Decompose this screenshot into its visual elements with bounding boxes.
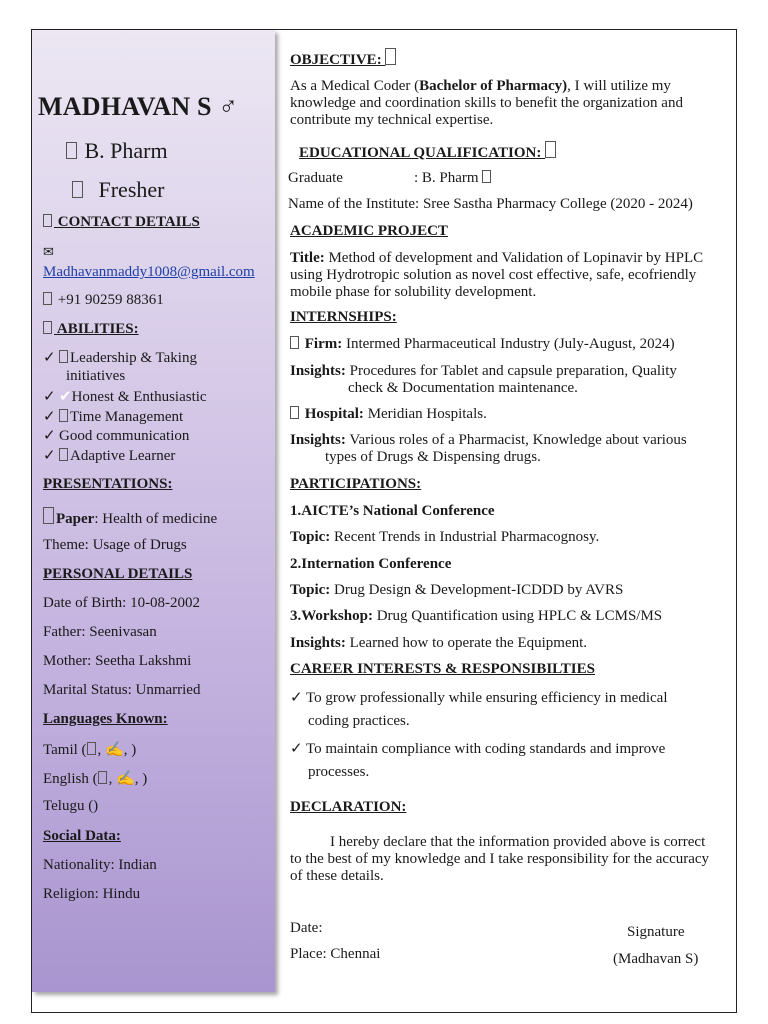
mother: Mother: Seetha Lakshmi <box>43 653 192 669</box>
social-header: Social Data: <box>43 828 121 844</box>
status: Fresher <box>98 177 165 202</box>
phone-line <box>43 292 164 309</box>
participation-3-insights: Insights: Learned how to operate the Equipment. <box>290 635 588 651</box>
languages-header: Languages Known: <box>43 711 168 727</box>
phone-icon <box>43 292 52 305</box>
project-title: Title: Method of development and Validation of Lopinavir by HPLC using Hydrotropic solution as novel cost effective, safe, ecofriendly mobile phase for solubility development. <box>290 250 704 300</box>
personal-header: PERSONAL DETAILS <box>43 566 193 582</box>
career-header: CAREER INTERESTS & RESPONSIBILTIES <box>290 661 595 677</box>
participation-2-topic: Topic: Drug Design & Development-ICDDD by AVRS <box>290 582 624 598</box>
target-icon <box>385 48 396 65</box>
firm-insights-cont: check & Documentation maintenance. <box>348 380 578 396</box>
ability-item: ✓ Good communication <box>43 428 190 444</box>
declaration-text: I hereby declare that the information provided above is correct to the best of my knowledge and I take responsibility for the accuracy of these details. <box>290 834 710 884</box>
paper-line: Paper: Health of medicine <box>43 507 217 528</box>
check-icon: ✓ <box>43 448 56 464</box>
email-icon: ✉ <box>43 244 54 259</box>
hospital-line: Hospital: Meridian Hospitals. <box>290 406 487 423</box>
star-icon <box>43 321 52 334</box>
leader-icon <box>59 350 68 363</box>
phone: +91 90259 88361 <box>57 292 164 308</box>
tick-icon: ✔ <box>59 389 72 405</box>
graduation-cap-icon <box>66 142 77 159</box>
ability-item: ✓ ✔Honest & Enthusiastic <box>43 389 207 405</box>
speak-icon <box>98 771 107 784</box>
status-line <box>72 177 164 203</box>
language-telugu: Telugu () <box>43 798 99 814</box>
religion: Religion: Hindu <box>43 886 141 902</box>
contact-icon <box>43 214 52 227</box>
date-label: Date: <box>290 920 323 936</box>
signature-label: Signature <box>627 924 685 940</box>
person-icon <box>72 181 83 198</box>
book-icon <box>545 141 556 158</box>
firm-line: Firm: Intermed Pharmaceutical Industry (July-August, 2024) <box>290 336 675 353</box>
language-english: English ( , ✍, ) <box>43 771 148 787</box>
degree-line <box>66 138 168 164</box>
ability-item: ✓ Adaptive Learner <box>43 448 176 464</box>
career-item-cont: coding practices. <box>308 713 410 729</box>
medal-icon <box>482 170 491 183</box>
place: Place: Chennai <box>290 946 381 962</box>
candidate-name: MADHAVAN S ♂ <box>38 92 239 121</box>
presentations-header: PRESENTATIONS: <box>43 476 173 492</box>
participation-2-title: 2.Internation Conference <box>290 556 452 572</box>
institute: Name of the Institute: Sree Sastha Pharmacy College (2020 - 2024) <box>288 196 693 212</box>
factory-icon <box>290 336 299 349</box>
clock-icon <box>59 409 68 422</box>
signature-name: (Madhavan S) <box>613 951 699 967</box>
declaration-header: DECLARATION: <box>290 799 407 815</box>
check-icon: ✓ <box>290 741 303 757</box>
career-item: ✓ To grow professionally while ensuring efficiency in medical <box>290 690 668 706</box>
email-link[interactable]: Madhavanmaddy1008@gmail.com <box>43 264 255 280</box>
internships-header: INTERNSHIPS: <box>290 309 397 325</box>
objective-header: OBJECTIVE: <box>290 48 398 69</box>
nationality: Nationality: Indian <box>43 857 157 873</box>
check-icon: ✓ <box>43 389 56 405</box>
participation-3: 3.Workshop: Drug Quantification using HPLC & LCMS/MS <box>290 608 663 624</box>
participation-1-title: 1.AICTE’s National Conference <box>290 503 495 519</box>
participation-1-topic: Topic: Recent Trends in Industrial Pharmacognosy. <box>290 529 600 545</box>
check-icon: ✓ <box>43 409 56 425</box>
lightbulb-icon <box>59 448 68 461</box>
document-icon <box>43 507 54 524</box>
firm-insights: Insights: Procedures for Tablet and capsule preparation, Quality <box>290 363 677 379</box>
ability-item: ✓ Leadership & Taking <box>43 350 197 366</box>
dob: Date of Birth: 10-08-2002 <box>43 595 201 611</box>
abilities-header: ABILITIES: <box>43 321 139 338</box>
language-tamil: Tamil ( , ✍, ) <box>43 742 137 758</box>
speak-icon <box>87 742 96 755</box>
ability-item-cont: initiatives <box>66 368 126 384</box>
marital-status: Marital Status: Unmarried <box>43 682 201 698</box>
hospital-icon <box>290 406 299 419</box>
career-item-cont: processes. <box>308 764 370 780</box>
check-icon: ✓ <box>290 690 303 706</box>
objective-text: As a Medical Coder (Bachelor of Pharmacy), I will utilize my knowledge and coordination skills to benefit the organization and contribute my technical expertise. <box>290 78 683 128</box>
participations-header: PARTICIPATIONS: <box>290 476 422 492</box>
graduate-value: : B. Pharm <box>414 170 493 187</box>
graduate-label: Graduate <box>288 170 343 186</box>
check-icon: ✓ <box>43 428 56 444</box>
hospital-insights-cont: types of Drugs & Dispensing drugs. <box>325 449 541 465</box>
contact-header: CONTACT DETAILS <box>43 214 200 231</box>
check-icon: ✓ <box>43 350 56 366</box>
project-header: ACADEMIC PROJECT <box>290 223 448 239</box>
theme-line: Theme: Usage of Drugs <box>43 537 187 553</box>
degree: B. Pharm <box>84 138 168 163</box>
education-header: EDUCATIONAL QUALIFICATION: <box>299 141 558 162</box>
career-item: ✓ To maintain compliance with coding standards and improve <box>290 741 666 757</box>
ability-item: ✓ Time Management <box>43 409 184 425</box>
father: Father: Seenivasan <box>43 624 157 640</box>
hospital-insights: Insights: Various roles of a Pharmacist, Knowledge about various <box>290 432 687 448</box>
